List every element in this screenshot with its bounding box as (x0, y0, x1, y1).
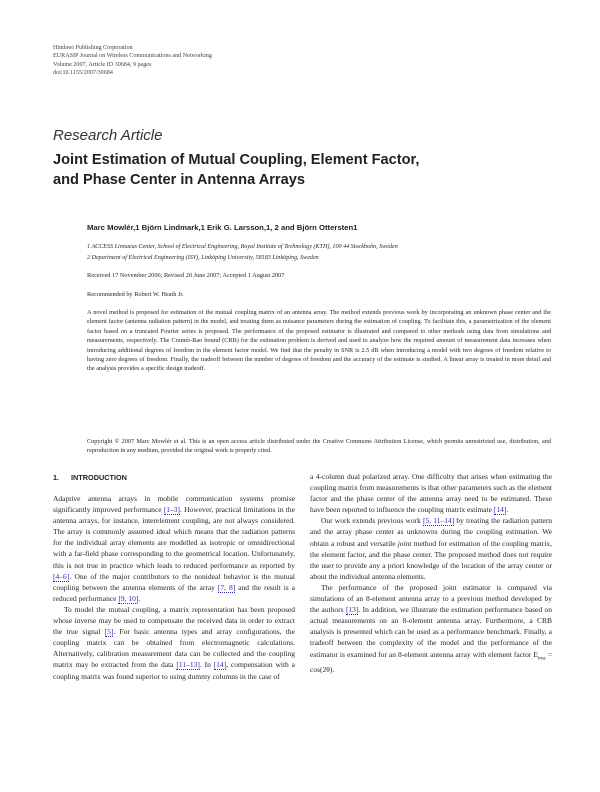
citation-link[interactable]: [9, 10] (118, 593, 139, 603)
citation-link[interactable]: [13] (345, 605, 359, 615)
paper-title (53, 150, 419, 190)
doi: doi:10.1155/2007/30684 (53, 69, 113, 76)
paragraph: a 4-column dual polarized array. One difficulty that arises when estimating the coupling matrix from measurements is that other parameters such as the element factor and the phase center of the antenna array need to be estimated. These have been reported to influence the coupling matrix estimate [14]. (310, 472, 552, 515)
copyright: Copyright © 2007 Marc Mowlér et al. This is an open access article distributed under the Creative Commons Attribution License, which permits unrestricted use, distribution, and reproduction in any medium, provided the original work is properly cited. (87, 438, 551, 455)
affiliations (87, 242, 398, 264)
section-heading (53, 473, 127, 482)
citation-link[interactable]: [11–13] (176, 660, 200, 670)
article-type: Research Article (53, 127, 163, 144)
citation-link[interactable]: [14] (493, 505, 507, 515)
right-column (310, 471, 552, 675)
title-line: and Phase Center in Antenna Arrays (53, 172, 305, 188)
publisher: Hindawi Publishing Corporation (53, 45, 133, 51)
paragraph: To model the mutual coupling, a matrix representation has been proposed whose inverse may be used to compensate the received data in order to extract the true signal [5]. For basic antenna types and array configurations, the coupling matrix can be obtained from electromagnetic calculations. Alternatively, calibration measurement data can be collected and the coupling matrix may be extracted from the data [11–13]. In [14], compensation with a coupling matrix was found superior to using dummy columns in the case of (53, 604, 295, 681)
paragraph: Our work extends previous work [5, 11–14] by treating the radiation pattern and the array phase center as unknowns during the coupling estimation. We obtain a robust and versatile joint method for estimation of the coupling matrix, the element factor, and the phase center. The proposed method does not require the user to provide any a priori knowledge of the location of the array center or about the individual antenna elements. (310, 516, 552, 581)
citation-link[interactable]: [7, 8] (217, 582, 236, 592)
abstract: A novel method is proposed for estimation of the mutual coupling matrix of an antenna array. The method extends previous work by incorporating an unknown phase center and the element factor (antenna radiation pattern) in the model, and treating them as nuisance parameters during the estimation of coupling. To facilitate this, a parametrization of the element factor based on a truncated Fourier series is proposed. The performance of the proposed estimator is illustrated and compared to other methods using data from simulations and measurements, respectively. The Cramér-Rao bound (CRB) for the estimation problem is derived and used to analyze how the required amount of measurement data increases when introducing additional degrees of freedom in the element factor model. We find that the penalty in SNR is 2.5 dB when introducing a model with two degrees of freedom relative to having zero degrees of freedom. Finally, the tradeoff between the number of degrees of freedom and the accuracy of the estimate is studied. A linear array is treated in more detail and the analysis provides a specific design tradeoff. (87, 309, 551, 373)
paragraph: Adaptive antenna arrays in mobile communication systems promise significantly improved performance [1–3]. However, practical limitations in the antenna arrays, for instance, interelement coupling, are not always considered. The array is commonly assumed ideal which means that the radiation patterns for the individual array elements are modelled as isotropic or omnidirectional with a far-field phase corresponding to the geometrical location. Unfortunately, this is not true in practice which leads to reduced performance as reported by [4–6]. One of the major contributors to the nonideal behavior is the mutual coupling between the antenna elements of the array [7, 8] and the result is a reduced performance [9, 10]. (53, 494, 296, 603)
citation-link[interactable]: [5] (104, 627, 114, 637)
equation: $E_{true} = \cos(2\theta)$. (310, 649, 552, 675)
citation-link[interactable]: [14] (213, 660, 227, 670)
volume-info: Volume 2007, Article ID 30684, 9 pages (53, 61, 152, 68)
citation-link[interactable]: [5, 11–14] (422, 516, 455, 526)
journal-name: EURASIP Journal on Wireless Communications and Networking (53, 53, 212, 60)
affiliation: 1 ACCESS Linnaeus Center, School of Electrical Engineering, Royal Institute of Technology (KTH), 100 44 Stockholm, Sweden (87, 244, 398, 250)
dates: Received 17 November 2006; Revised 20 June 2007; Accepted 1 August 2007 (87, 272, 285, 279)
section-title: INTRODUCTION (71, 473, 127, 482)
recommended-by: Recommended by Robert W. Heath Jr. (87, 291, 184, 298)
citation-link[interactable]: [1–3] (163, 505, 181, 515)
title-line: Joint Estimation of Mutual Coupling, Element Factor, (53, 152, 420, 168)
citation-link[interactable]: [4–6] (53, 571, 70, 581)
authors: Marc Mowlér,1 Björn Lindmark,1 Erik G. Larsson,1, 2 and Björn Ottersten1 (87, 223, 358, 232)
paragraph: The performance of the proposed joint estimator is compared via simulations of an 8-element antenna array to a previous method developed by the authors [13]. In addition, we illustrate the estimation performance based on actual measurements on an 8-element antenna array. Furthermore, a CRB analysis is presented which can be used as a performance benchmark. Finally, a tradeoff between the complexity of the model and the performance of the estimator is examined for an 8-element antenna array with element factor $E_{true} = \cos(2\theta)$. (310, 582, 552, 675)
left-column (53, 493, 295, 682)
journal-header (53, 44, 212, 77)
section-number: 1. (53, 473, 60, 482)
affiliation: 2 Department of Electrical Engineering (ISY), Linköping University, 58183 Linköping, Sweden (87, 255, 319, 261)
